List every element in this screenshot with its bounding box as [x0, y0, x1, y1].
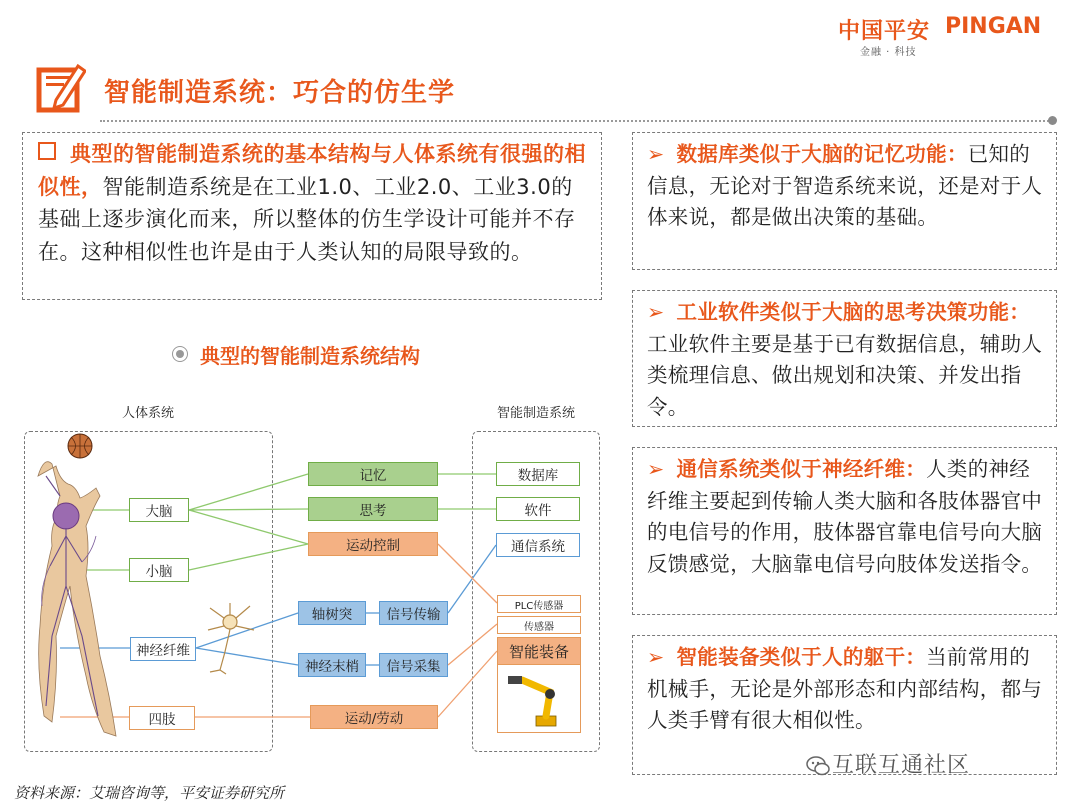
explain-highlight: 智能装备类似于人的躯干：	[676, 645, 927, 669]
source-note: 资料来源：艾瑞咨询等，平安证券研究所	[14, 784, 285, 802]
human-system-label: 人体系统	[122, 406, 175, 421]
brand-logo-cn: 中国平安	[838, 19, 931, 44]
node-motion-control: 运动控制	[308, 532, 438, 556]
basketball-icon	[66, 432, 94, 460]
arrow-bullet-icon: ➢	[647, 645, 665, 669]
explain-box-database	[632, 132, 1057, 270]
mfg-system-label: 智能制造系统	[497, 406, 576, 421]
node-comm-system: 通信系统	[496, 533, 580, 557]
node-database: 数据库	[496, 462, 580, 486]
intro-text	[38, 138, 594, 268]
brand-logo-en: PINGAN	[945, 14, 1042, 39]
explain-body: 工业软件主要是基于已有数据信息，辅助人类梳理信息、做出规划和决策、并发出指令。	[647, 331, 1043, 419]
explain-box-software	[632, 290, 1057, 427]
explain-body: 人类的神经纤维主要起到传输人类大脑和各肢体器官中的电信号的作用，肢体器官靠电信号向大脑反馈感觉，大脑靠电信号向肢体发送指令。	[647, 457, 1043, 576]
node-signal-acquisition: 信号采集	[379, 653, 448, 677]
node-limbs: 四肢	[129, 706, 195, 730]
node-brain: 大脑	[129, 498, 189, 522]
title-divider	[100, 120, 1052, 122]
wechat-icon	[806, 754, 830, 778]
node-nerve-fiber: 神经纤维	[130, 637, 196, 661]
square-bullet-icon	[38, 142, 56, 160]
explain-highlight: 通信系统类似于神经纤维：	[676, 457, 927, 481]
node-memory: 记忆	[308, 462, 438, 486]
node-dendrite: 轴树突	[298, 601, 366, 625]
title-divider-dot	[1048, 116, 1057, 125]
arrow-bullet-icon: ➢	[647, 457, 665, 481]
node-plc-sensor: PLC传感器	[497, 595, 581, 613]
smart-equipment-image-frame	[497, 665, 581, 733]
human-nervous-system-illustration	[30, 436, 130, 741]
intro-highlight: 典型的智能制造系统的基本结构与人体系统有很强的相似性，	[38, 142, 586, 199]
node-sensor: 传感器	[497, 616, 581, 634]
arrow-bullet-icon: ➢	[647, 300, 665, 324]
pencil-note-icon	[36, 62, 86, 114]
explain-text	[647, 642, 1047, 737]
node-cerebellum: 小脑	[129, 558, 189, 582]
node-smart-equipment: 智能装备	[497, 637, 581, 665]
node-thinking: 思考	[308, 497, 438, 521]
page-title: 智能制造系统：巧合的仿生学	[104, 78, 456, 108]
explain-box-communication	[632, 447, 1057, 615]
explain-text	[647, 297, 1047, 423]
arrow-bullet-icon: ➢	[647, 142, 665, 166]
diagram-caption	[172, 340, 420, 369]
target-icon	[172, 346, 188, 362]
node-signal-transmission: 信号传输	[379, 601, 448, 625]
neuron-icon	[200, 600, 260, 675]
explain-body: 已知的信息，无论对于智造系统来说，还是对于人体来说，都是做出决策的基础。	[647, 142, 1043, 229]
explain-body: 当前常用的机械手，无论是外部形态和内部结构，都与人类手臂有很大相似性。	[647, 645, 1043, 732]
diagram-caption-text: 典型的智能制造系统结构	[200, 344, 420, 368]
node-nerve-ending: 神经末梢	[298, 653, 366, 677]
explain-text	[647, 454, 1047, 580]
brand-tagline: 金融 · 科技	[860, 47, 917, 58]
node-software: 软件	[496, 497, 580, 521]
watermark-text: 互联互通社区	[832, 753, 971, 778]
explain-highlight: 数据库类似于大脑的记忆功能：	[676, 142, 968, 166]
node-motion-labor: 运动/劳动	[310, 705, 438, 729]
explain-highlight: 工业软件类似于大脑的思考决策功能：	[676, 300, 1031, 324]
explain-text	[647, 139, 1047, 234]
intro-body: 智能制造系统是在工业1.0、工业2.0、工业3.0的基础上逐步演化而来，所以整体的仿生学设计可能并不存在。这种相似性也许是由于人类认知的局限导致的。	[38, 174, 576, 264]
